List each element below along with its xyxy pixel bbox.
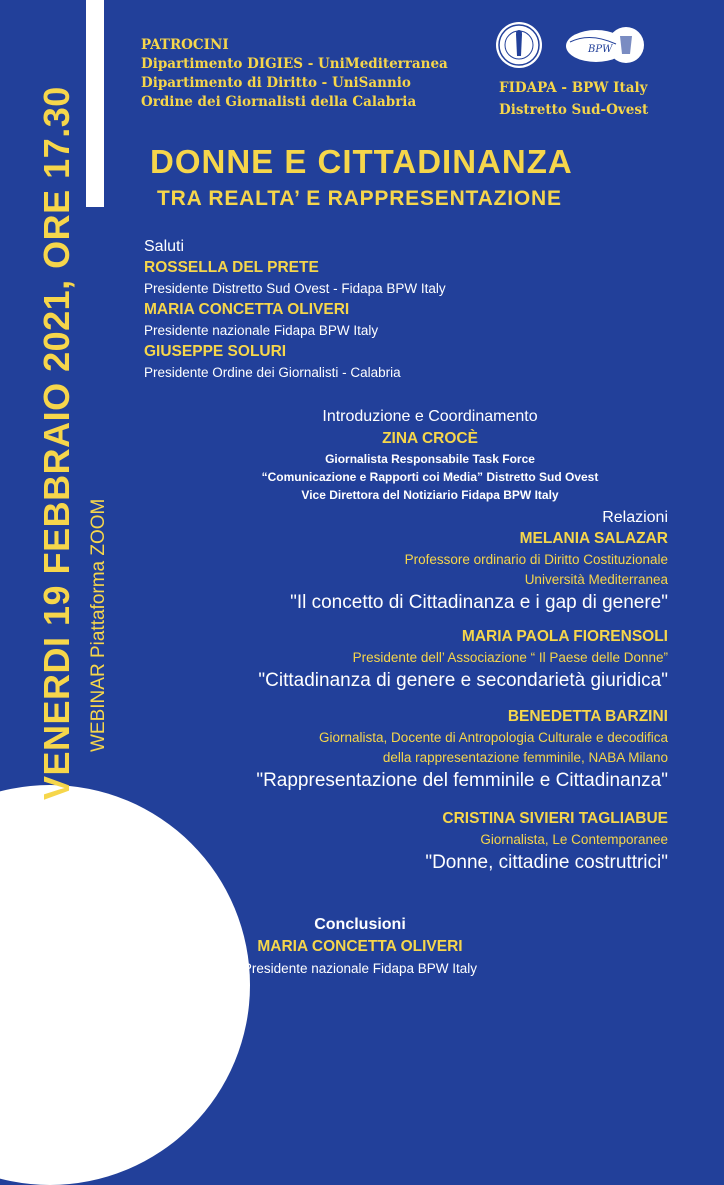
patronage-heading: PATROCINI — [141, 37, 229, 53]
intro-name: ZINA CROCÈ — [382, 430, 478, 447]
talk-item — [148, 808, 668, 876]
patronage-line: Ordine dei Giornalisti della Calabria — [141, 94, 417, 110]
organizer-line: Distretto Sud-Ovest — [499, 102, 649, 118]
talk-role: Giornalista, Docente di Antropologia Culturale e decodifica — [319, 730, 668, 745]
white-accent-bar — [86, 0, 104, 207]
conclusioni-heading: Conclusioni — [314, 916, 406, 933]
saluti-heading: Saluti — [144, 238, 185, 255]
intro-heading: Introduzione e Coordinamento — [322, 408, 538, 425]
talk-role: Professore ordinario di Diritto Costituzionale — [404, 552, 668, 567]
page-subtitle: TRA REALTA’ E RAPPRESENTAZIONE — [157, 187, 562, 210]
event-date: VENERDI 19 FEBBRAIO 2021, ORE 17.30 — [36, 86, 77, 800]
talk-speaker: MARIA PAOLA FIORENSOLI — [461, 628, 668, 645]
talk-role: della rappresentazione femminile, NABA Milano — [382, 750, 668, 765]
saluti-section — [144, 237, 446, 383]
speaker-name: MARIA CONCETTA OLIVERI — [144, 301, 350, 318]
talk-item — [148, 706, 668, 794]
conclusioni-section — [190, 914, 530, 980]
intro-role: Vice Direttora del Notiziario Fidapa BPW Italy — [301, 488, 559, 502]
talk-speaker: CRISTINA SIVIERI TAGLIABUE — [442, 810, 668, 827]
speaker-role: Presidente Distretto Sud Ovest - Fidapa BPW Italy — [144, 281, 446, 296]
speaker-name: GIUSEPPE SOLURI — [144, 343, 287, 360]
talk-item — [148, 626, 668, 694]
talk-title: "Il concetto di Cittadinanza e i gap di genere" — [290, 592, 668, 613]
talk-title: "Donne, cittadine costruttrici" — [425, 852, 668, 873]
speaker-role: Presidente nazionale Fidapa BPW Italy — [144, 323, 379, 338]
talk-role: Università Mediterranea — [524, 572, 668, 587]
talk-role: Giornalista, Le Contemporanee — [480, 832, 668, 847]
talk-role: Presidente dell’ Associazione “ Il Paese delle Donne” — [352, 650, 668, 665]
relazioni-heading: Relazioni — [602, 509, 668, 526]
bpw-logo — [560, 22, 646, 68]
intro-section — [180, 406, 680, 504]
talk-title: "Cittadinanza di genere e secondarietà giuridica" — [258, 670, 668, 691]
page-title: DONNE E CITTADINANZA — [150, 143, 573, 180]
bpw-logo-text: BPW — [588, 44, 613, 55]
speaker-name: ROSSELLA DEL PRETE — [144, 259, 319, 276]
intro-role: Giornalista Responsabile Task Force — [325, 452, 535, 466]
conclusioni-role: Presidente nazionale Fidapa BPW Italy — [242, 961, 478, 976]
intro-role: “Comunicazione e Rapporti coi Media” Distretto Sud Ovest — [261, 470, 599, 484]
speaker-role: Presidente Ordine dei Giornalisti - Calabria — [144, 365, 401, 380]
patronage-line: Dipartimento DIGIES - UniMediterranea — [141, 56, 448, 72]
conclusioni-name: MARIA CONCETTA OLIVERI — [257, 938, 463, 955]
talk-speaker: MELANIA SALAZAR — [519, 530, 668, 547]
patronage-block — [141, 36, 448, 112]
talk-title: "Rappresentazione del femminile e Cittadinanza" — [256, 770, 668, 791]
webinar-platform: WEBINAR Piattaforma ZOOM — [88, 498, 109, 752]
fidapa-logo — [496, 22, 542, 68]
organizer-block — [499, 77, 648, 121]
patronage-line: Dipartimento di Diritto - UniSannio — [141, 75, 411, 91]
talk-item — [148, 528, 668, 616]
organizer-line: FIDAPA - BPW Italy — [499, 80, 648, 96]
talk-speaker: BENEDETTA BARZINI — [507, 708, 668, 725]
relazioni-section — [148, 508, 668, 876]
